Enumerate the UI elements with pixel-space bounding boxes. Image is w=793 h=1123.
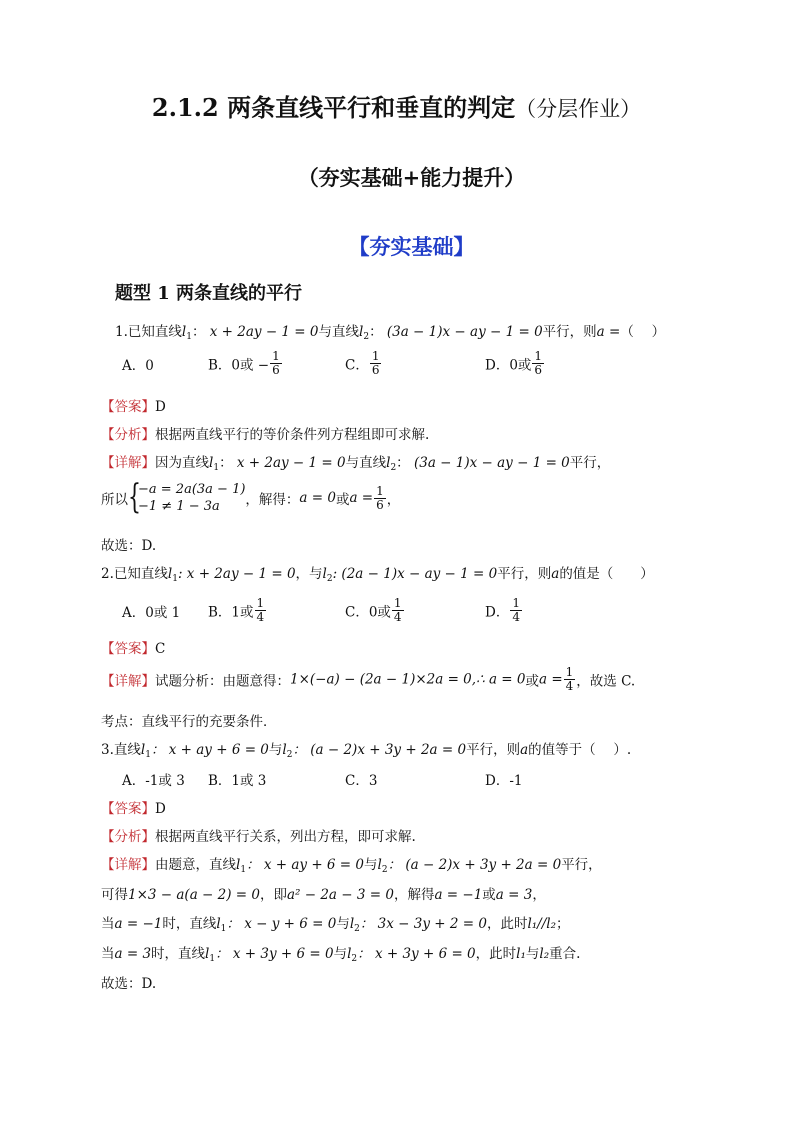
q1-option-c: C． $\frac{1}{6}$ <box>345 349 380 377</box>
title-main: 2.1.2 两条直线平行和垂直的判定 <box>151 93 516 122</box>
q1-detail: 【详解】因为直线$l_1$： x + 2ay − 1 = 0与直线$l_2$： (3a − 1)x − ay − 1 = 0平行， <box>101 455 611 473</box>
q3-option-d: D．-1 <box>485 773 523 789</box>
section-heading: 【夯实基础】 <box>348 234 475 259</box>
q1-stem: 1.已知直线$l_1$： x + 2ay − 1 = 0与直线$l_2$： (3a − 1)x − ay − 1 = 0平行，则a =（ ） <box>115 324 666 342</box>
q3-answer: 【答案】D <box>101 801 166 817</box>
q3-choose: 故选：D. <box>101 976 157 992</box>
q3-option-c: C．3 <box>345 773 378 789</box>
page-subtitle: （夯实基础+能力提升） <box>297 165 526 190</box>
q2-answer: 【答案】C <box>101 641 166 657</box>
title-paren: （分层作业） <box>515 97 642 121</box>
q1-option-a: A．0 <box>122 358 154 374</box>
q1-analysis: 【分析】根据两直线平行的等价条件列方程组即可求解. <box>101 427 430 443</box>
q1-choose: 故选：D. <box>101 538 157 554</box>
q2-option-b: B．1或 $\frac{1}{4}$ <box>208 596 265 624</box>
q3-analysis: 【分析】根据两直线平行关系，列出方程，即可求解. <box>101 829 416 845</box>
q3-option-b: B．1或 3 <box>208 773 267 789</box>
q3-option-a: A．-1或 3 <box>122 773 185 789</box>
q1-system: 所以 { −a = 2a(3a − 1) −1 ≠ 1 − 3a ，解得：a = 0或a = $\frac{1}{6}$ ， <box>101 477 401 517</box>
q1-option-d: D．0或 $\frac{1}{6}$ <box>485 349 543 377</box>
q2-stem: 2.已知直线$l_1$: x + 2ay − 1 = 0，与$l_2$: (2a − 1)x − ay − 1 = 0平行，则a的值是（ ） <box>101 566 654 584</box>
q2-option-a: A．0或 1 <box>122 605 181 621</box>
q3-detail-line1: 【详解】由题意，直线$l_1$： x + ay + 6 = 0与$l_2$： (a − 2)x + 3y + 2a = 0平行， <box>101 857 602 875</box>
q1-option-b: B．0或 − $\frac{1}{6}$ <box>208 349 280 377</box>
q3-detail-line2: 可得1×3 − a(a − 2) = 0，即a² − 2a − 3 = 0，解得a = −1或a = 3， <box>101 887 546 903</box>
q2-option-d: D． $\frac{1}{4}$ <box>485 596 520 624</box>
question-type-heading: 题型 1 两条直线的平行 <box>115 283 303 304</box>
q3-detail-line4: 当a = 3时，直线$l_1$： x + 3y + 6 = 0与$l_2$： x + 3y + 6 = 0，此时l₁与l₂重合. <box>101 946 581 964</box>
q2-option-c: C．0或 $\frac{1}{4}$ <box>345 596 402 624</box>
q3-stem: 3.直线$l_1$： x + ay + 6 = 0与$l_2$： (a − 2)x + 3y + 2a = 0平行，则a的值等于（ ）. <box>101 742 632 760</box>
page-title <box>0 88 793 123</box>
q1-answer: 【答案】D <box>101 399 166 415</box>
q2-detail: 【详解】试题分析：由题意得：1×(−a) − (2a − 1)×2a = 0,∴ a = 0或a = $\frac{1}{4}$ ，故选 C. <box>101 665 636 693</box>
q2-note: 考点：直线平行的充要条件． <box>101 714 277 730</box>
q3-detail-line3: 当a = −1时，直线$l_1$： x − y + 6 = 0与$l_2$： 3x − 3y + 2 = 0，此时l₁//l₂； <box>101 916 570 934</box>
